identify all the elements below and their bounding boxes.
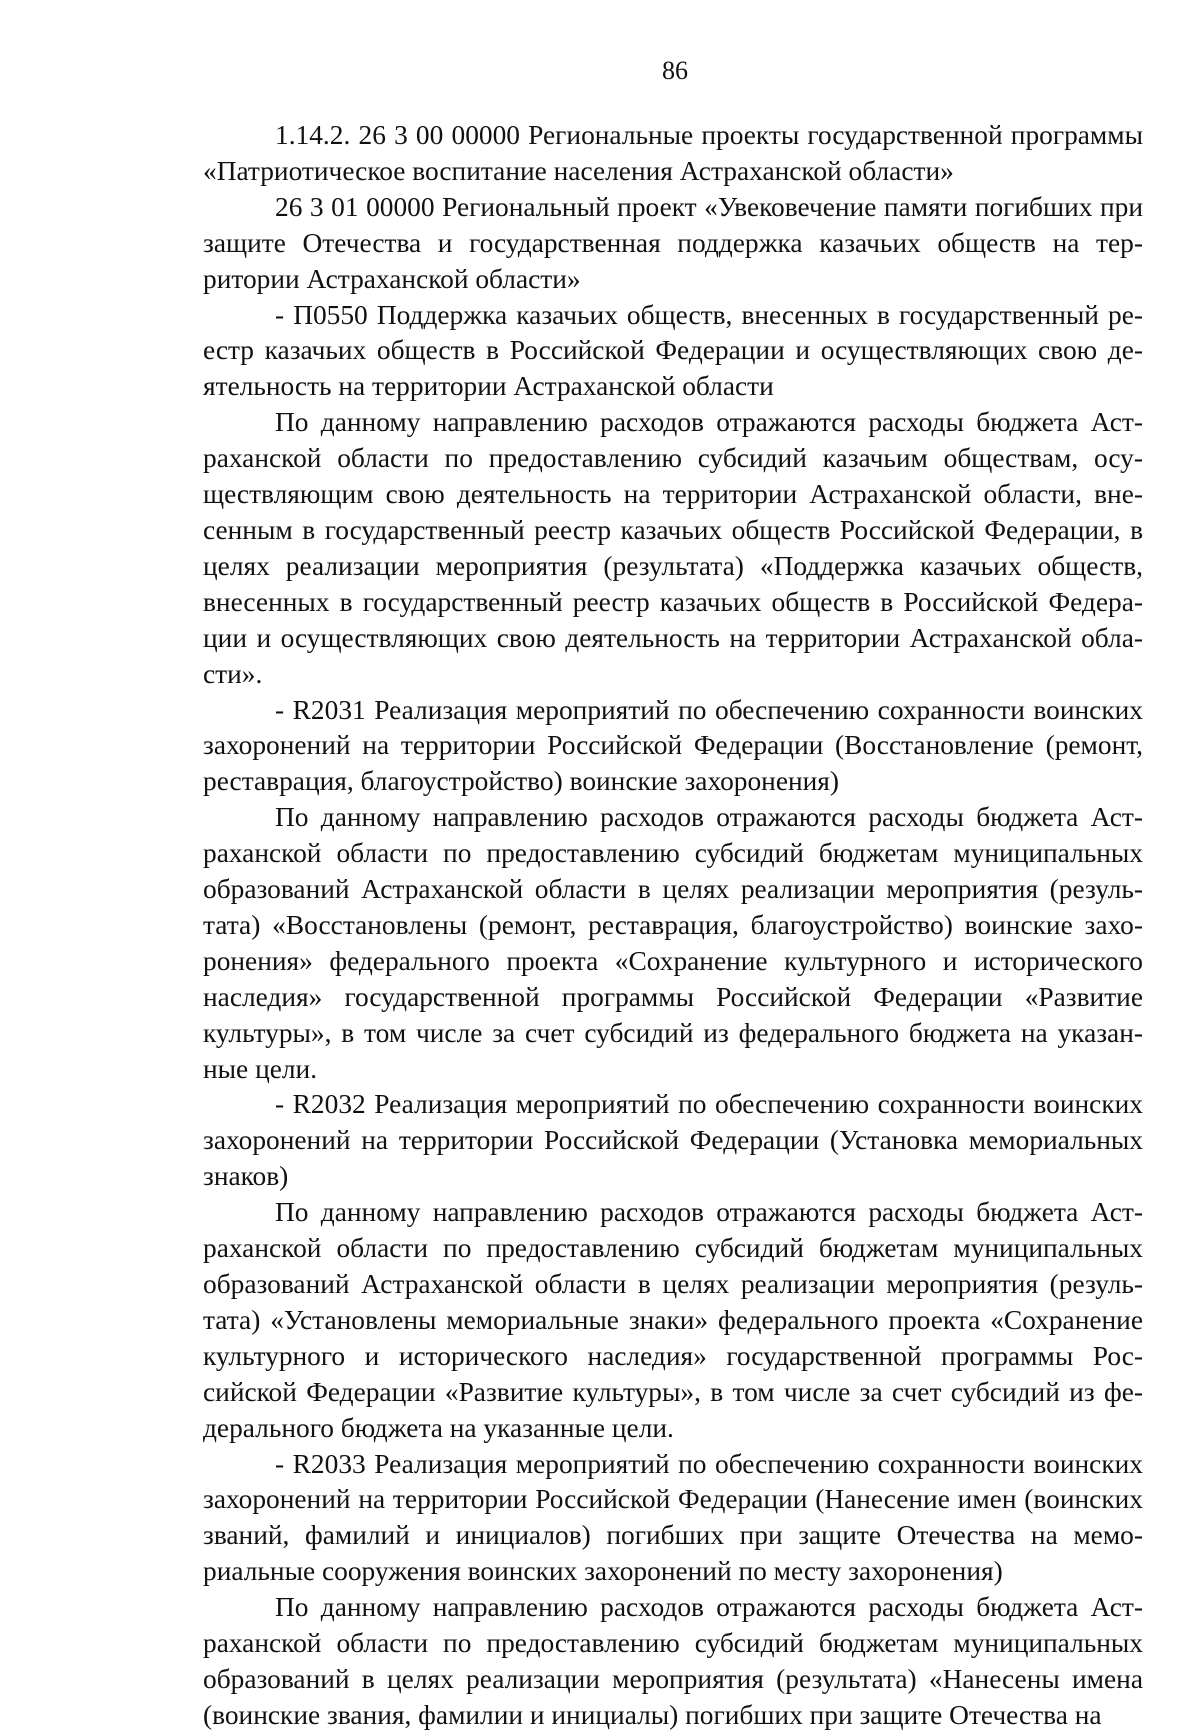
page-number: 86 <box>662 56 688 85</box>
paragraph-item-p0550: - П0550 Поддержка казачьих обществ, внесенных в государственный реестр казачьих обществ в Российской Федерации и осуществляющих свою деятельность на территории Астраханской области <box>203 299 1143 402</box>
paragraph-description-r2033: По данному направлению расходов отражаются расходы бюджета Астраханской области по предоставлению субсидий бюджетам муниципальных образований в целях реализации мероприятия (результата) «Нанесены имена (воинские звания, фамилии и инициалы) погибших при защите Отечества на <box>203 1592 1143 1730</box>
paragraph-description-r2031: По данному направлению расходов отражаются расходы бюджета Астраханской области по предоставлению субсидий бюджетам муниципальных образований Астраханской области в целях реализации мероприятия (результата) «Восстановлены (ремонт, реставрация, благоустройство) воинские захоронения» федерального проекта «Сохранение культурного и исторического наследия» государственной программы Российской Федерации «Развитие культуры», в том числе за счет субсидий из федерального бюджета на указанные цели. <box>203 802 1143 1084</box>
paragraph-item-r2032: - R2032 Реализация мероприятий по обеспечению сохранности воинских захоронений на территории Российской Федерации (Установка мемориальных знаков) <box>203 1089 1143 1192</box>
paragraph-item-r2033: - R2033 Реализация мероприятий по обеспечению сохранности воинских захоронений на территории Российской Федерации (Нанесение имен (воинских званий, фамилий и инициалов) погибших при защите Отечества на мемориальные сооружения воинских захоронений по месту захоронения) <box>203 1448 1143 1587</box>
paragraph-description-r2032: По данному направлению расходов отражаются расходы бюджета Астраханской области по предоставлению субсидий бюджетам муниципальных образований Астраханской области в целях реализации мероприятия (результата) «Установлены мемориальные знаки» федерального проекта «Сохранение культурного и исторического наследия» государственной программы Российской Федерации «Развитие культуры», в том числе за счет субсидий из федерального бюджета на указанные цели. <box>203 1197 1143 1443</box>
paragraph-section-heading: 1.14.2. 26 3 00 00000 Региональные проекты государственной программы «Патриотическое воспитание населения Астраханской области» <box>203 120 1143 186</box>
paragraph-item-r2031: - R2031 Реализация мероприятий по обеспечению сохранности воинских захоронений на территории Российской Федерации (Восстановление (ремонт, реставрация, благоустройство) воинские захоронения) <box>203 694 1143 797</box>
paragraph-description-p0550: По данному направлению расходов отражаются расходы бюджета Астраханской области по предоставлению субсидий казачьим обществам, осуществляющим свою деятельность на территории Астраханской области, внесенным в государственный реестр казачьих обществ Российской Федерации, в целях реализации мероприятия (результата) «Поддержка казачьих обществ, внесенных в государственный реестр казачьих обществ в Российской Федерации и осуществляющих свою деятельность на территории Астраханской области». <box>203 407 1143 689</box>
document-body <box>203 118 1143 1734</box>
paragraph-regional-project: 26 3 01 00000 Региональный проект «Увековечение памяти погибших при защите Отечества и государственная поддержка казачьих обществ на территории Астраханской области» <box>203 191 1143 294</box>
